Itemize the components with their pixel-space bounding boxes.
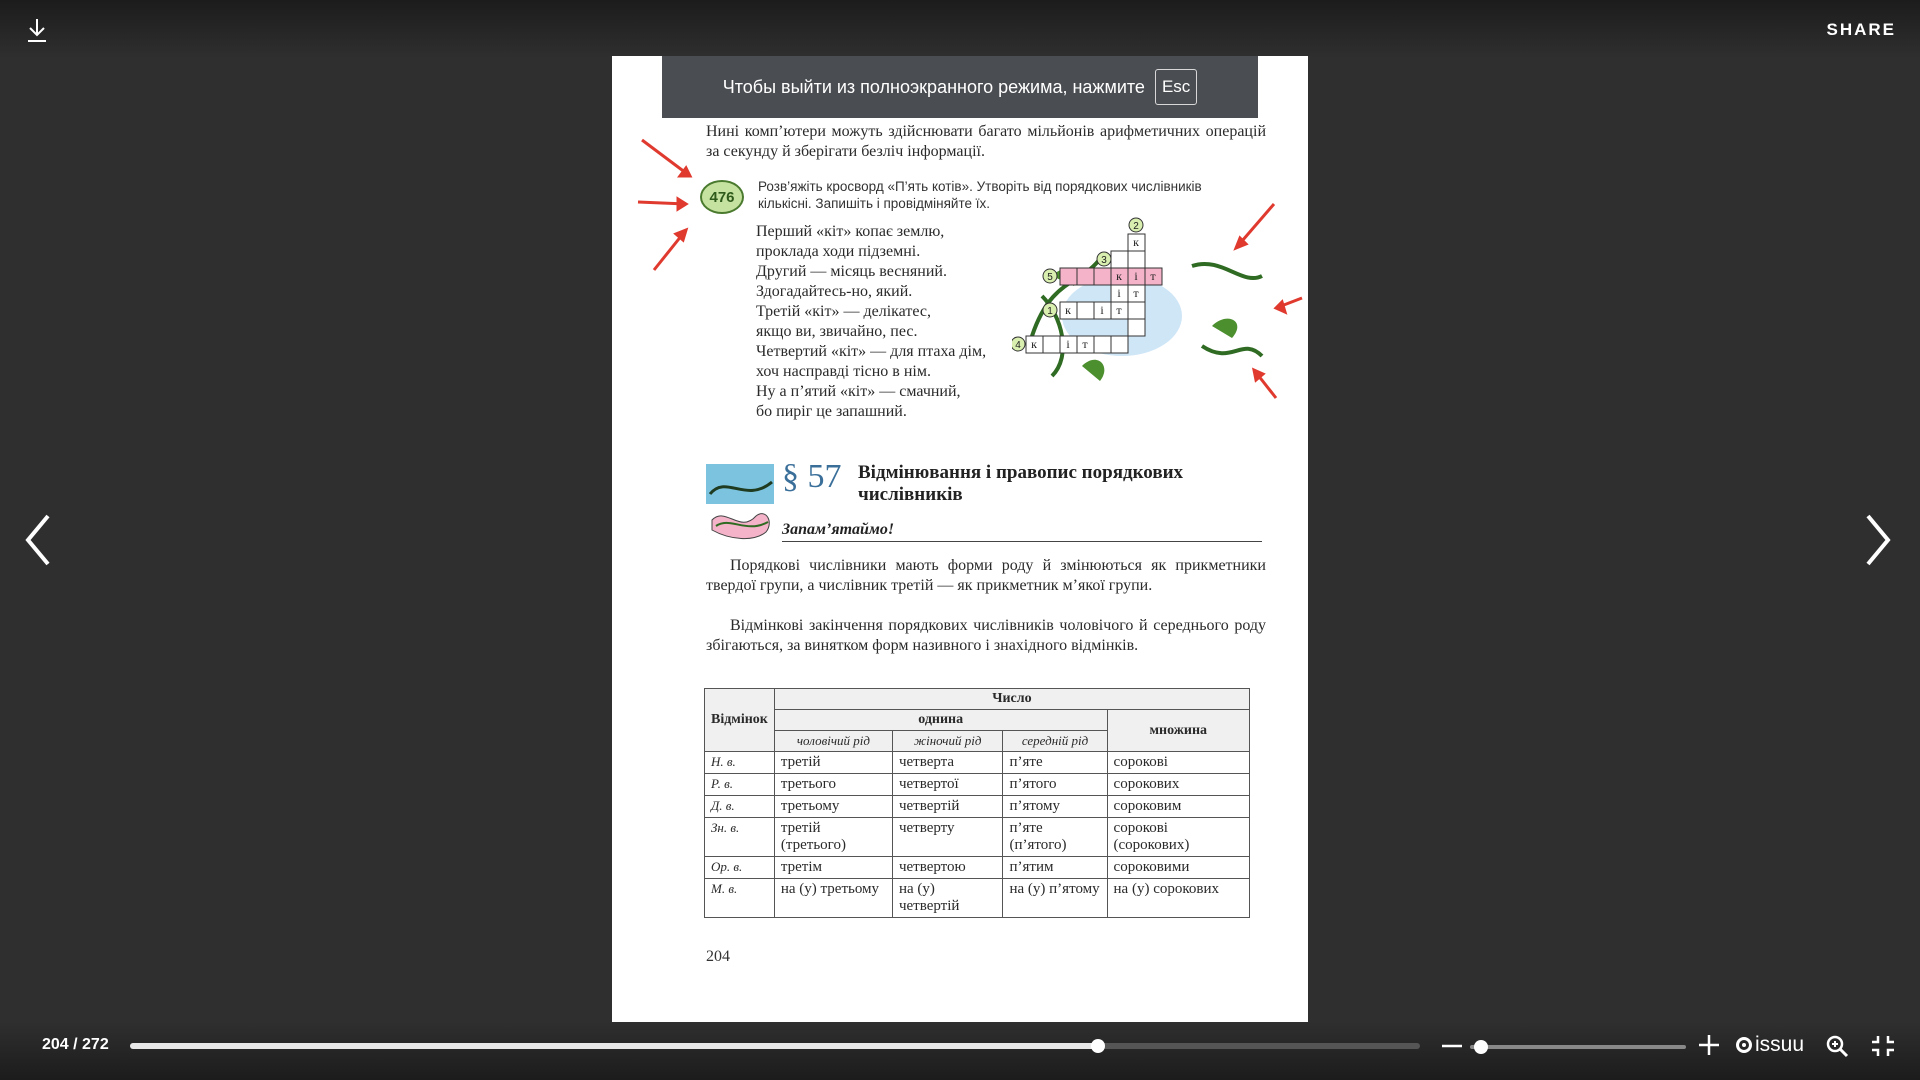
header-masculine: чоловічий рід xyxy=(774,731,892,752)
svg-text:2: 2 xyxy=(1133,221,1139,232)
header-case: Відмінок xyxy=(705,689,775,752)
section-ornament-icon xyxy=(706,464,778,548)
poem-line: Третій «кіт» — делікатес, xyxy=(756,303,931,320)
table-cell: на (у) четвертій xyxy=(892,879,1003,918)
table-cell: третій (третього) xyxy=(774,818,892,857)
table-cell: третього xyxy=(774,774,892,796)
section-title: Відмінювання і правопис порядкових числівників xyxy=(858,462,1184,505)
table-cell: на (у) третьому xyxy=(774,879,892,918)
next-page-arrow-icon[interactable] xyxy=(1858,508,1898,572)
table-cell: третій xyxy=(774,752,892,774)
table-cell: третьому xyxy=(774,796,892,818)
section-paragraph-1: Порядкові числівники мають форми роду й змінюються як прикметники твердої групи, а числівник третій — як прикметник м’якої групи. xyxy=(706,557,1266,594)
zoom-slider-handle[interactable] xyxy=(1474,1040,1488,1054)
table-cell: сороковим xyxy=(1107,796,1249,818)
table-cell: на (у) п’ятому xyxy=(1003,879,1107,918)
table-row xyxy=(705,774,1250,796)
table-cell: п’яте xyxy=(1003,752,1107,774)
share-button[interactable]: SHARE xyxy=(1826,20,1896,39)
page-progress-fill xyxy=(130,1043,1098,1049)
exercise-number-badge: 476 xyxy=(700,180,744,214)
svg-text:4: 4 xyxy=(1015,340,1021,351)
download-icon[interactable] xyxy=(24,16,50,44)
red-arrows-right-icon xyxy=(1224,198,1308,458)
poem-line: Четвертий «кіт» — для птаха дім, xyxy=(756,343,987,360)
poem-line: Ну а п’ятий «кіт» — смачний, xyxy=(756,383,961,400)
printed-page-number: 204 xyxy=(706,948,730,965)
svg-text:т: т xyxy=(1082,337,1088,351)
issuu-logo[interactable] xyxy=(1736,1033,1804,1057)
red-arrows-left-icon xyxy=(636,136,706,276)
exit-fullscreen-icon[interactable] xyxy=(1870,1035,1896,1057)
svg-text:к: к xyxy=(1031,337,1037,351)
exercise-task: Розв’яжіть кросворд «П’ять котів». Утворіть від порядкових числівників кількісні. Запишіть і провідміняйте їх. xyxy=(758,179,1202,211)
table-cell: четверта xyxy=(892,752,1003,774)
poem-line: хоч насправді тісно в нім. xyxy=(756,363,931,380)
poem-line: бо пиріг це запашний. xyxy=(756,403,907,420)
svg-text:і: і xyxy=(1134,269,1138,283)
table-cell: третім xyxy=(774,857,892,879)
poem-line: Другий — місяць весняний. xyxy=(756,263,947,280)
issuu-logo-icon xyxy=(1736,1037,1752,1053)
zoom-out-icon[interactable] xyxy=(1440,1036,1464,1056)
svg-text:5: 5 xyxy=(1047,272,1053,283)
table-cell: сорокових xyxy=(1107,774,1249,796)
svg-text:т: т xyxy=(1116,303,1122,317)
svg-text:т: т xyxy=(1133,286,1139,300)
table-cell: четвертій xyxy=(892,796,1003,818)
poem-line: якщо ви, звичайно, пес. xyxy=(756,323,918,340)
table-cell: на (у) сорокових xyxy=(1107,879,1249,918)
svg-text:к: к xyxy=(1065,303,1071,317)
svg-text:3: 3 xyxy=(1101,255,1107,266)
page-counter: 204 / 272 xyxy=(42,1036,109,1053)
poem-line: проклада ходи підземні. xyxy=(756,243,921,260)
table-cell: п’ятому xyxy=(1003,796,1107,818)
fullscreen-notice-text: Чтобы выйти из полноэкранного режима, нажмите xyxy=(722,76,1145,97)
esc-key-badge: Esc xyxy=(1155,69,1197,105)
zoom-in-icon[interactable] xyxy=(1698,1034,1720,1056)
header-plural: множина xyxy=(1107,710,1249,752)
poem-line: Перший «кіт» копає землю, xyxy=(756,223,945,240)
poem-line: Здогадайтесь-но, який. xyxy=(756,283,913,300)
magnifier-zoom-icon[interactable] xyxy=(1825,1034,1849,1058)
table-cell: п’яте (п’ятого) xyxy=(1003,818,1107,857)
table-cell-case: Зн. в. xyxy=(705,818,775,857)
table-row xyxy=(705,857,1250,879)
svg-text:к: к xyxy=(1116,269,1122,283)
table-row xyxy=(705,752,1250,774)
svg-text:т: т xyxy=(1150,269,1156,283)
exercise-poem xyxy=(756,222,1006,422)
svg-text:і: і xyxy=(1117,286,1121,300)
table-cell: сорокові (сорокових) xyxy=(1107,818,1249,857)
table-cell: четвертої xyxy=(892,774,1003,796)
table-row xyxy=(705,879,1250,918)
table-cell-case: Д. в. xyxy=(705,796,775,818)
page-progress-handle[interactable] xyxy=(1091,1039,1105,1053)
svg-text:і: і xyxy=(1100,303,1104,317)
table-cell: сорокові xyxy=(1107,752,1249,774)
zoom-slider[interactable] xyxy=(1470,1045,1686,1049)
bottom-toolbar xyxy=(0,1022,1920,1080)
header-neuter: середній рід xyxy=(1003,731,1107,752)
table-cell-case: Ор. в. xyxy=(705,857,775,879)
section-paragraph-2: Відмінкові закінчення порядкових числівників чоловічого й середнього роду збігаються, за винятком форм називного і знахідного відмінків. xyxy=(706,617,1266,654)
table-cell-case: Н. в. xyxy=(705,752,775,774)
svg-text:1: 1 xyxy=(1047,306,1053,317)
table-cell: п’ятого xyxy=(1003,774,1107,796)
document-page xyxy=(612,56,1308,1024)
table-header-row xyxy=(705,710,1250,731)
previous-page-arrow-icon[interactable] xyxy=(18,508,58,572)
table-header-row xyxy=(705,689,1250,710)
remember-heading: Запам’ятаймо! xyxy=(782,521,1262,542)
table-cell-case: Р. в. xyxy=(705,774,775,796)
header-number: Число xyxy=(774,689,1249,710)
table-cell: сороковими xyxy=(1107,857,1249,879)
section-number: § 57 xyxy=(782,458,842,495)
page-progress-slider[interactable] xyxy=(130,1043,1420,1049)
top-toolbar xyxy=(0,0,1920,58)
table-row xyxy=(705,818,1250,857)
table-cell: четверту xyxy=(892,818,1003,857)
intro-paragraph: Нині комп’ютери можуть здійснювати багато мільйонів арифметичних операцій за секунду й зберігати безліч інформації. xyxy=(706,123,1266,160)
svg-text:і: і xyxy=(1066,337,1070,351)
issuu-logo-text: issuu xyxy=(1755,1033,1805,1056)
svg-text:к: к xyxy=(1133,235,1139,249)
table-cell: четвертою xyxy=(892,857,1003,879)
table-cell-case: М. в. xyxy=(705,879,775,918)
header-feminine: жіночий рід xyxy=(892,731,1003,752)
fullscreen-exit-notice xyxy=(662,56,1258,118)
declension-table xyxy=(704,688,1250,918)
table-cell: п’ятим xyxy=(1003,857,1107,879)
header-singular: однина xyxy=(774,710,1107,731)
table-row xyxy=(705,796,1250,818)
